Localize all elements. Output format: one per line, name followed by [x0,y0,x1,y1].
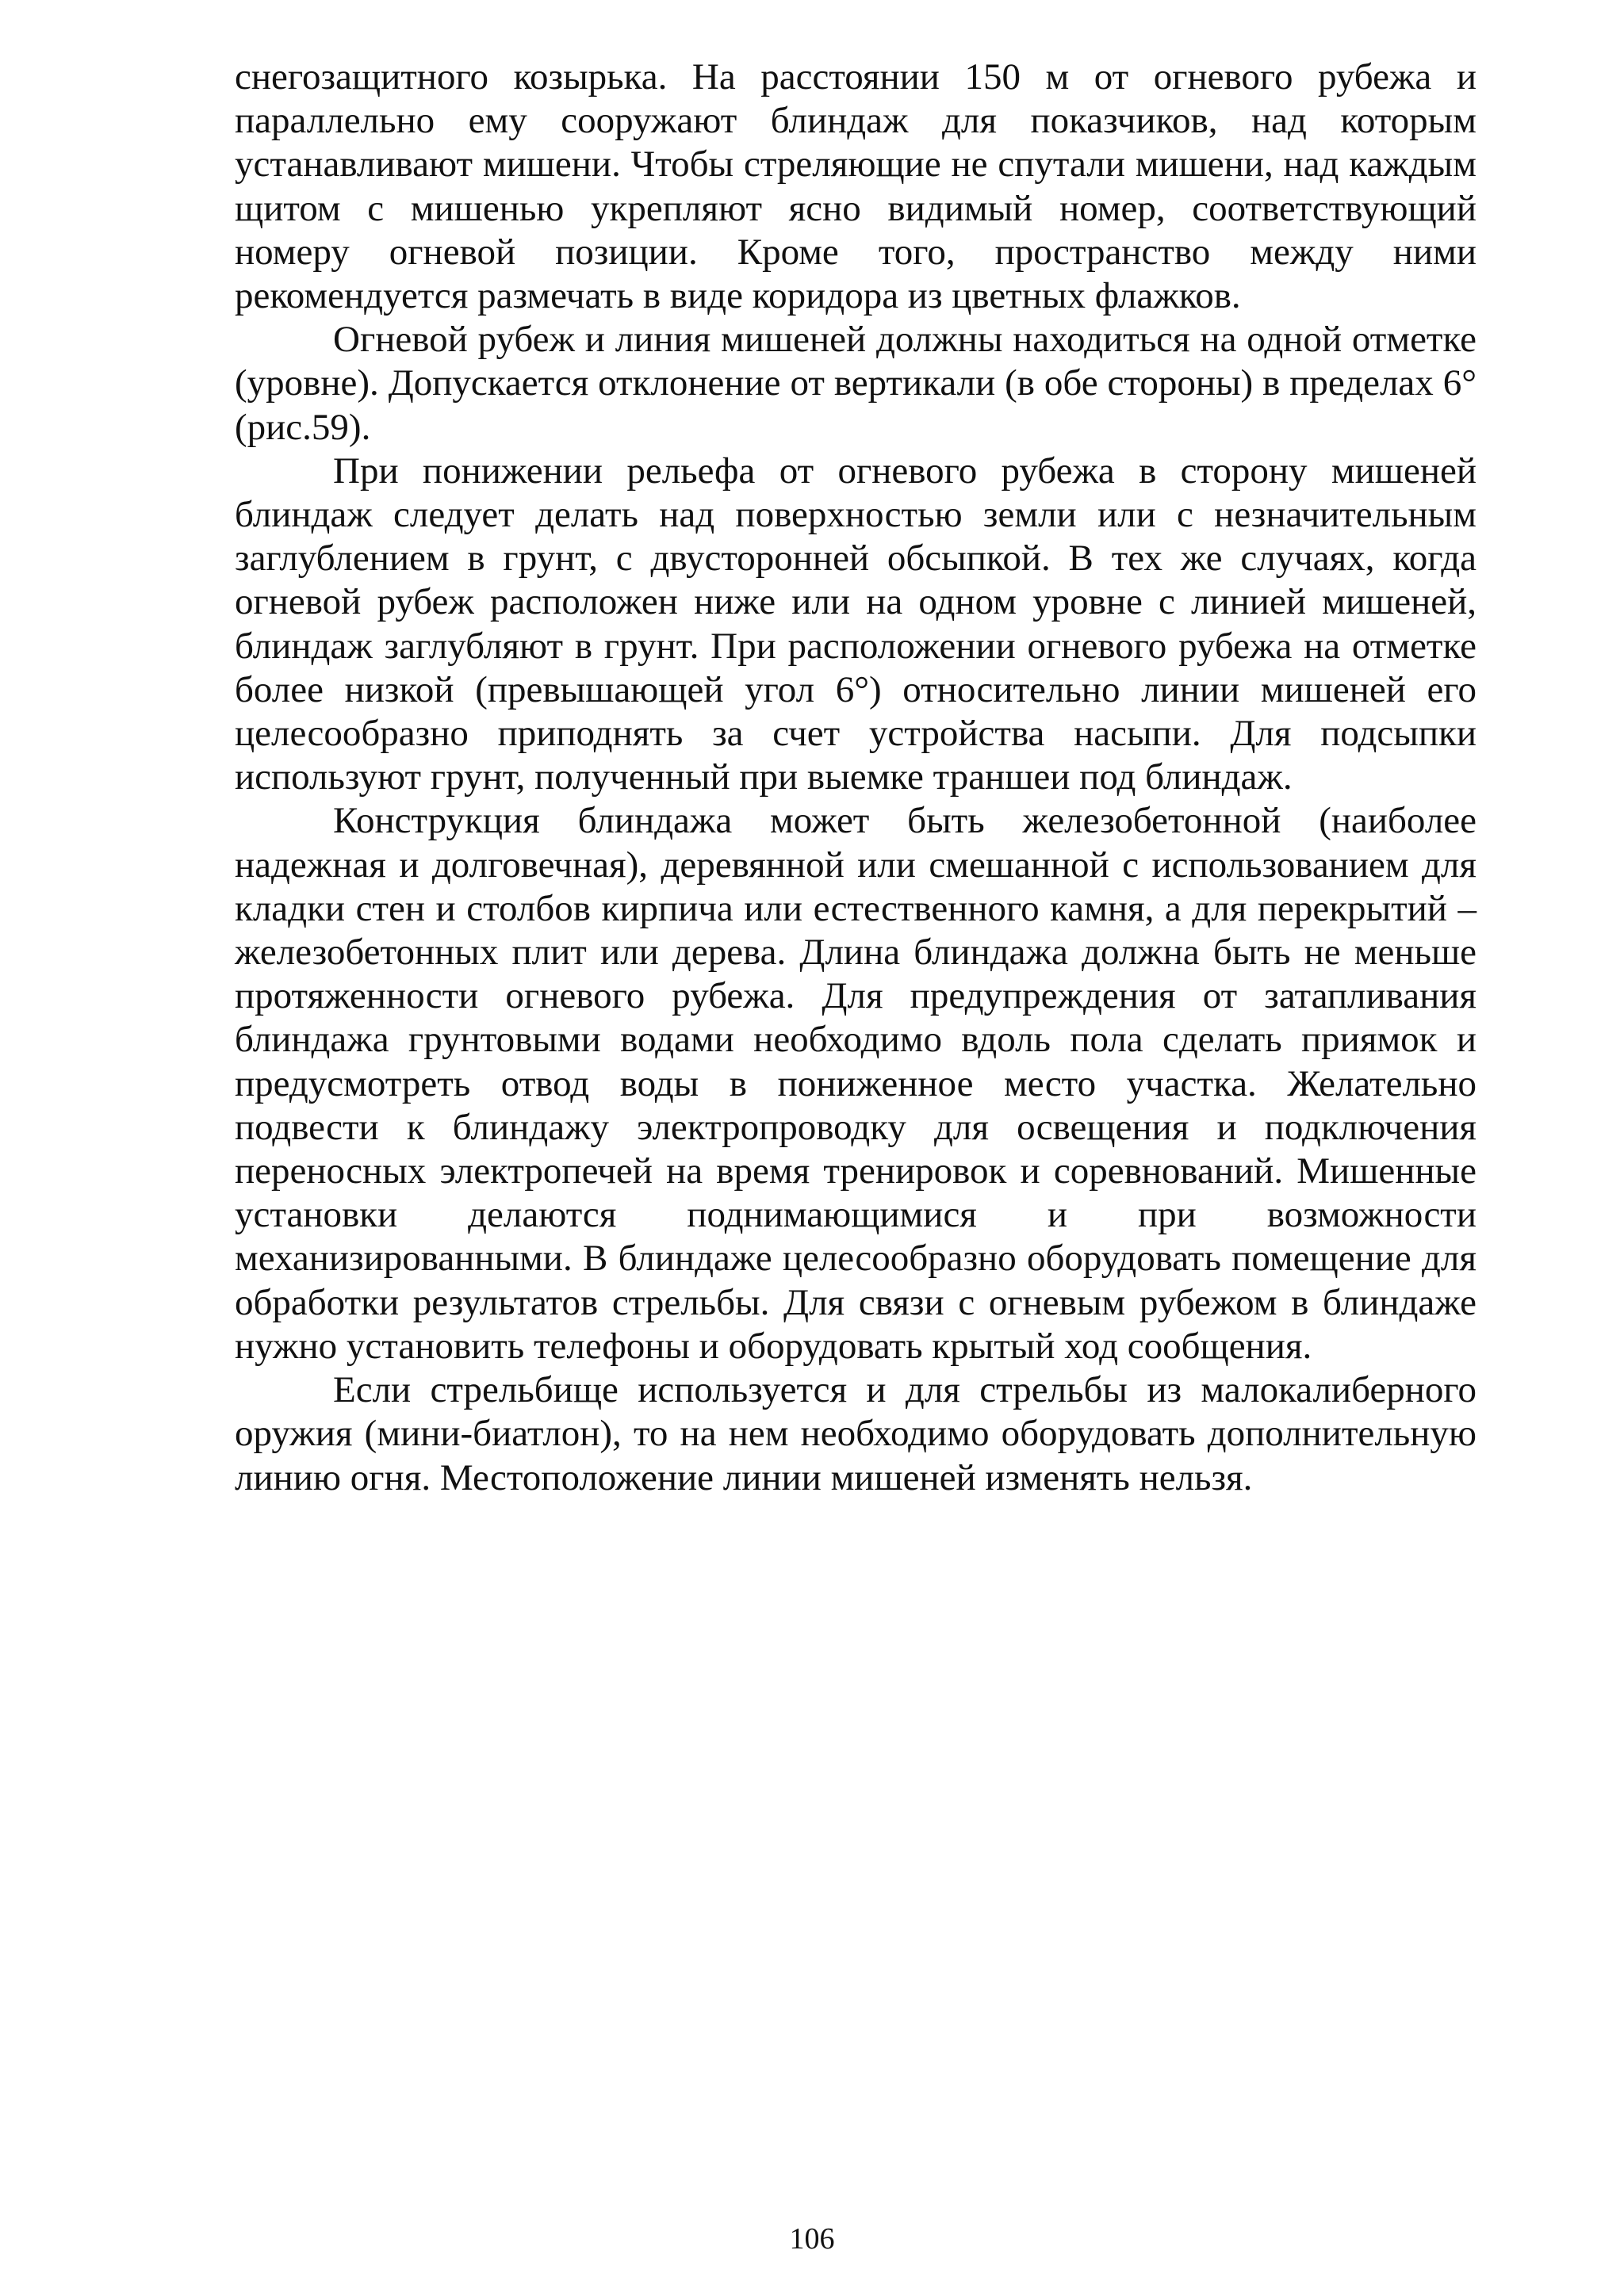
paragraph-continuation: снегозащитного козырька. На расстоянии 150 м от огневого рубежа и параллельно ему сооружают блиндаж для показчиков, над которым устанавливают мишени. Чтобы стреляющие не спутали мишени, над каждым щитом с мишенью укрепляют ясно видимый номер, соответствующий номеру огневой позиции. Кроме того, пространство между ними рекомендуется размечать в виде коридора из цветных флажков. [235,56,1477,317]
paragraph-shelter-construction: Конструкция блиндажа может быть железобетонной (наиболее надежная и долговечная), деревянной или смешанной с использованием для кладки стен и столбов кирпича или естественного камня, а для перекрытий – железобетонных плит или дерева. Длина блиндажа должна быть не меньше протяженности огневого рубежа. Для предупреждения от затапливания блиндажа грунтовыми водами необходимо вдоль пола сделать приямок и предусмотреть отвод воды в пониженное место участка. Желательно подвести к блиндажу электропроводку для освещения и подключения переносных электропечей на время тренировок и соревнований. Мишенные установки делаются поднимающимися и при возможности механизированными. В блиндаже целесообразно оборудовать помещение для обработки результатов стрельбы. Для связи с огневым рубежом в блиндаже нужно установить телефоны и оборудовать крытый ход сообщения. [235,800,1477,1367]
paragraph-small-bore-firing-line: Если стрельбище используется и для стрельбы из малокалиберного оружия (мини-биатлон), то на нем необходимо оборудовать дополнительную линию огня. Местоположение линии мишеней изменять нельзя. [235,1369,1477,1498]
paragraph-terrain-relief: При понижении рельефа от огневого рубежа в сторону мишеней блиндаж следует делать над поверхностью земли или с незначительным заглублением в грунт, с двусторонней обсыпкой. В тех же случаях, когда огневой рубеж расположен ниже или на одном уровне с линией мишеней, блиндаж заглубляют в грунт. При расположении огневого рубежа на отметке более низкой (превышающей угол 6°) относительно линии мишеней его целесообразно приподнять за счет устройства насыпи. Для подсыпки используют грунт, полученный при выемке траншеи под блиндаж. [235,450,1477,798]
page-number: 106 [789,2222,835,2256]
body-text [235,55,1477,1500]
paragraph-firing-line-level: Огневой рубеж и линия мишеней должны находиться на одной отметке (уровне). Допускается отклонение от вертикали (в обе стороны) в пределах 6°(рис.59). [235,319,1477,448]
